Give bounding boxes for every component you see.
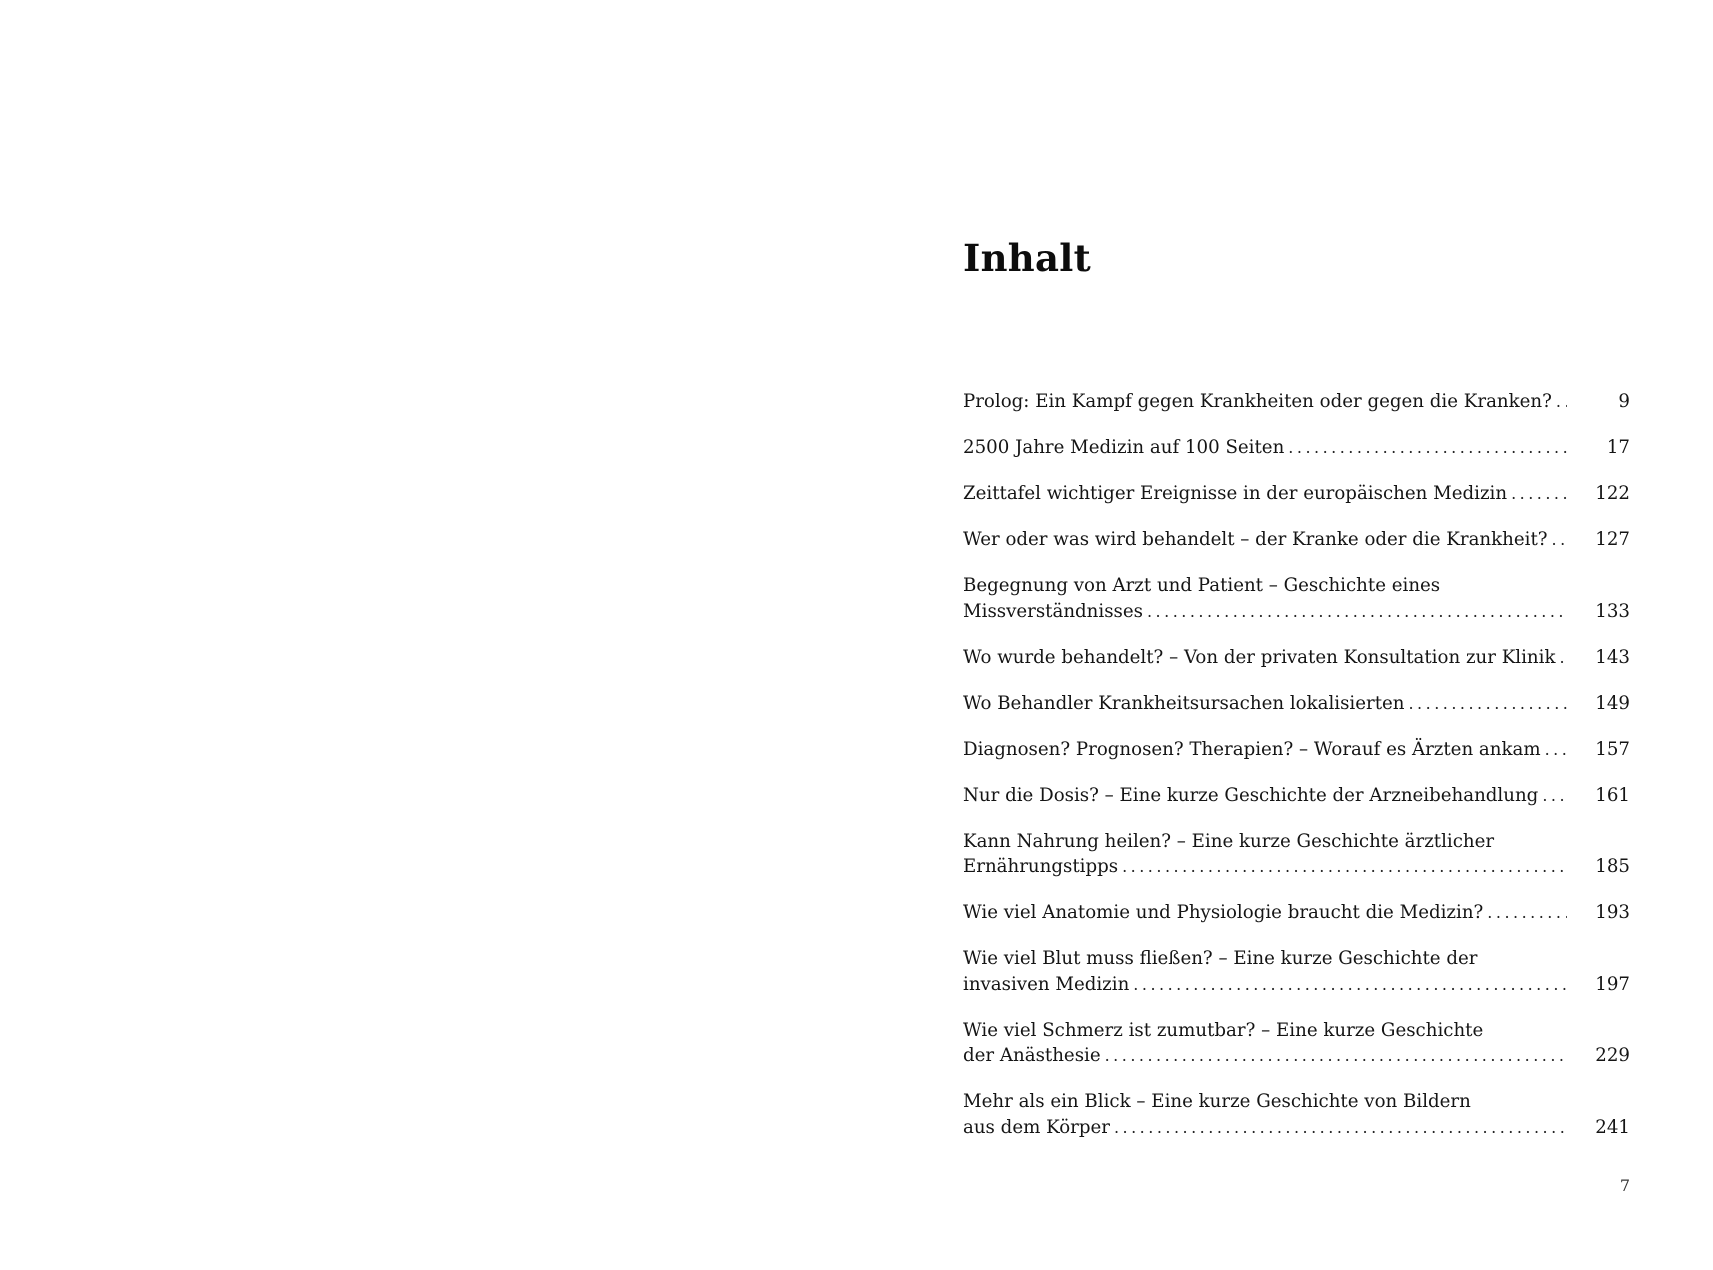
toc-entry[interactable] [963,1089,1630,1140]
toc-entry-title-line1: Mehr als ein Blick – Eine kurze Geschichte von Bildern [963,1091,1471,1112]
toc-entry-title-line1: Nur die Dosis? – Eine kurze Geschichte der Arzneibehandlung [963,784,1539,806]
toc-entry-title [963,829,1567,880]
toc-entry-title-line1: 2500 Jahre Medizin auf 100 Seiten [963,437,1285,458]
toc-entry-page-number: 185 [1595,856,1630,877]
toc-entry-title-lastline [963,389,1567,415]
toc-entry[interactable] [963,645,1630,671]
toc-entry[interactable] [963,435,1630,461]
dot-leader [1556,389,1567,415]
toc-entry-title-lastline [963,527,1567,553]
toc-entry-title-line1: Wo wurde behandelt? – Von der privaten Konsultation zur Klinik [963,646,1556,668]
toc-entry-title [963,1089,1567,1140]
toc-entry-title-line2: aus dem Körper [963,1116,1110,1138]
toc-entry-title [963,946,1567,997]
dot-leader [1552,527,1567,553]
toc-entry[interactable] [963,691,1630,717]
toc-entry-title-lastline [963,783,1567,809]
toc-entry-title-lastline [963,481,1567,507]
dot-leader [1408,691,1567,717]
toc-entry-page-number: 197 [1595,973,1630,995]
toc-entry[interactable] [963,1018,1630,1069]
toc-entry-title-lastline [963,737,1567,763]
dot-leader [1122,854,1567,880]
toc-entry-title [963,435,1567,461]
toc-entry-title [963,389,1567,415]
toc-entry-title-lastline [963,599,1567,625]
dot-leader [1487,900,1567,926]
table-of-contents [963,389,1630,1161]
toc-entry-page-number: 193 [1595,902,1630,923]
dot-leader [1545,737,1567,763]
toc-entry-title [963,783,1567,809]
toc-entry-page-number: 143 [1595,646,1630,668]
toc-entry[interactable] [963,527,1630,553]
toc-entry-title-line1: Wer oder was wird behandelt – der Kranke oder die Krankheit? [963,529,1548,550]
page-number: 7 [1619,1176,1630,1195]
dot-leader [1511,481,1567,507]
toc-entry[interactable] [963,783,1630,809]
toc-entry-title [963,900,1567,926]
toc-entry-page-number: 149 [1595,692,1630,714]
toc-entry-page-number: 133 [1595,600,1630,622]
toc-entry-title [963,481,1567,507]
toc-entry-title [963,1018,1567,1069]
dot-leader [1105,1043,1567,1069]
toc-entry-title-line1: Kann Nahrung heilen? – Eine kurze Geschichte ärztlicher [963,830,1495,852]
toc-entry-title-lastline [963,1043,1567,1069]
dot-leader [1133,972,1567,998]
toc-entry-title-lastline [963,435,1567,461]
right-page [963,0,1630,1270]
toc-entry-title-line2: Missverständnisses [963,600,1143,622]
toc-entry-title [963,573,1567,624]
toc-entry-page-number: 157 [1595,738,1630,760]
toc-entry-title-lastline [963,691,1567,717]
toc-entry-title-line1: Begegnung von Arzt und Patient – Geschichte eines [963,575,1441,596]
toc-entry-title-line1: Wie viel Anatomie und Physiologie braucht die Medizin? [963,902,1484,923]
toc-entry-page-number: 127 [1595,529,1630,550]
dot-leader [1560,645,1568,671]
toc-entry-title-line1: Wie viel Schmerz ist zumutbar? – Eine kurze Geschichte [963,1019,1484,1041]
toc-entry-title-line1: Wie viel Blut muss fließen? – Eine kurze Geschichte der [963,948,1478,969]
toc-entry-title [963,737,1567,763]
toc-entry-page-number: 241 [1595,1116,1630,1138]
toc-entry[interactable] [963,900,1630,926]
toc-entry-title-line1: Prolog: Ein Kampf gegen Krankheiten oder gegen die Kranken? [963,391,1552,412]
toc-entry-page-number: 17 [1606,437,1630,458]
toc-entry-title-lastline [963,972,1567,998]
toc-entry-title-line2: invasiven Medizin [963,973,1130,995]
toc-entry-title-lastline [963,1115,1567,1141]
toc-entry-title [963,691,1567,717]
toc-entry[interactable] [963,829,1630,880]
toc-entry-title-line2: Ernährungstipps [963,856,1119,877]
toc-entry-title-line2: der Anästhesie [963,1045,1101,1066]
dot-leader [1114,1115,1567,1141]
toc-entry-page-number: 9 [1618,391,1630,412]
toc-entry-title-lastline [963,854,1567,880]
toc-entry-page-number: 161 [1595,784,1630,806]
toc-entry-title [963,527,1567,553]
toc-entry-title [963,645,1567,671]
toc-entry-title-lastline [963,645,1567,671]
page-title: Inhalt [963,236,1092,280]
dot-leader [1147,599,1567,625]
toc-entry-page-number: 122 [1595,483,1630,504]
toc-entry[interactable] [963,573,1630,624]
dot-leader [1288,435,1567,461]
toc-entry[interactable] [963,737,1630,763]
toc-entry-title-line1: Zeittafel wichtiger Ereignisse in der europäischen Medizin [963,483,1508,504]
dot-leader [1542,783,1567,809]
toc-entry-title-line1: Diagnosen? Prognosen? Therapien? – Worauf es Ärzten ankam [963,738,1541,760]
toc-entry[interactable] [963,946,1630,997]
toc-entry-title-line1: Wo Behandler Krankheitsursachen lokalisierten [963,692,1405,714]
toc-entry-page-number: 229 [1595,1045,1630,1066]
toc-entry[interactable] [963,389,1630,415]
toc-entry-title-lastline [963,900,1567,926]
toc-entry[interactable] [963,481,1630,507]
